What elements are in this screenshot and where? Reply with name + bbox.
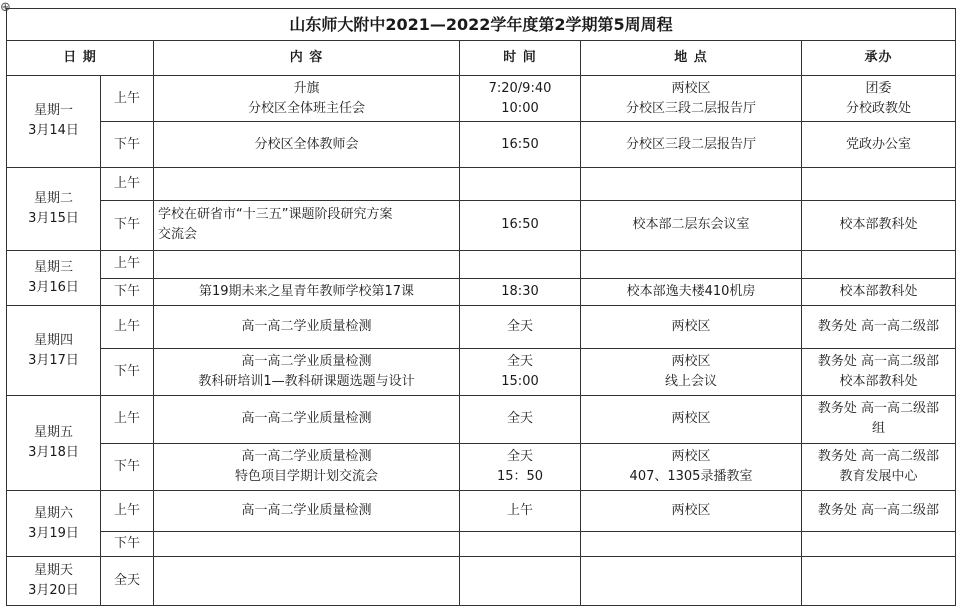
day-name: 星期四 — [33, 332, 73, 348]
organizer-cell — [802, 557, 956, 606]
organizer-cell: 校本部教科处 — [802, 200, 956, 251]
content-cell: 高一高二学业质量检测 教科研培训1—教科研课题选题与设计 — [154, 349, 460, 396]
page-title: 山东师大附中2021—2022学年度第2学期第5周周程 — [7, 9, 956, 41]
day-name: 星期五 — [33, 425, 73, 441]
content-cell: 高一高二学业质量检测 — [154, 396, 460, 444]
time-cell: 上午 — [460, 491, 581, 532]
day-date: 3月16日 — [28, 280, 79, 296]
day-date: 3月19日 — [28, 525, 79, 541]
day-cell — [7, 305, 101, 395]
table-row — [7, 305, 956, 349]
organizer-cell: 党政办公室 — [802, 122, 956, 168]
table-row — [7, 531, 956, 556]
day-date: 3月20日 — [28, 583, 79, 599]
day-cell — [7, 491, 101, 557]
period-label: 上午 — [101, 75, 154, 122]
organizer-cell: 教务处 高一高二级部 — [802, 491, 956, 532]
period-label: 下午 — [101, 531, 154, 556]
table-row — [7, 491, 956, 532]
table-row — [7, 278, 956, 305]
place-cell: 两校区 — [581, 491, 802, 532]
time-cell: 全天 — [460, 305, 581, 349]
organizer-cell — [802, 251, 956, 278]
day-cell — [7, 251, 101, 306]
header-organizer: 承办 — [802, 41, 956, 75]
day-cell — [7, 75, 101, 167]
crosshair-icon: ⊕ — [0, 0, 11, 15]
day-cell — [7, 168, 101, 251]
period-label: 下午 — [101, 278, 154, 305]
table-row — [7, 251, 956, 278]
table-header-row — [7, 41, 956, 75]
period-label: 上午 — [101, 396, 154, 444]
table-row — [7, 122, 956, 168]
place-cell: 校本部二层东会议室 — [581, 200, 802, 251]
place-cell — [581, 531, 802, 556]
header-date: 日 期 — [7, 41, 154, 75]
table-row — [7, 349, 956, 396]
period-label: 上午 — [101, 491, 154, 532]
content-cell — [154, 168, 460, 200]
place-cell: 校本部逸夫楼410机房 — [581, 278, 802, 305]
organizer-cell: 校本部教科处 — [802, 278, 956, 305]
time-cell: 16:50 — [460, 122, 581, 168]
weekly-schedule-table — [6, 8, 956, 606]
day-date: 3月14日 — [28, 123, 79, 139]
period-label: 上午 — [101, 251, 154, 278]
day-date: 3月17日 — [28, 352, 79, 368]
organizer-cell — [802, 168, 956, 200]
organizer-cell — [802, 531, 956, 556]
day-name: 星期六 — [33, 505, 73, 521]
time-cell — [460, 531, 581, 556]
place-cell — [581, 557, 802, 606]
day-cell — [7, 396, 101, 491]
time-cell — [460, 251, 581, 278]
place-cell: 两校区 线上会议 — [581, 349, 802, 396]
place-cell: 两校区 分校区三段二层报告厅 — [581, 75, 802, 122]
place-cell: 两校区 407、1305录播教室 — [581, 443, 802, 491]
content-cell — [154, 557, 460, 606]
content-cell — [154, 251, 460, 278]
header-time: 时 间 — [460, 41, 581, 75]
table-row — [7, 168, 956, 200]
period-label: 上午 — [101, 305, 154, 349]
day-name: 星期二 — [33, 191, 73, 207]
place-cell — [581, 251, 802, 278]
day-date: 3月15日 — [28, 211, 79, 227]
header-content: 内 容 — [154, 41, 460, 75]
organizer-cell: 教务处 高一高二级部 教育发展中心 — [802, 443, 956, 491]
place-cell: 两校区 — [581, 305, 802, 349]
organizer-cell: 教务处 高一高二级部 校本部教科处 — [802, 349, 956, 396]
period-label: 下午 — [101, 349, 154, 396]
day-name: 星期一 — [33, 103, 73, 119]
time-cell: 全天 — [460, 396, 581, 444]
day-name: 星期三 — [33, 260, 73, 276]
time-cell: 全天 15：50 — [460, 443, 581, 491]
period-label: 上午 — [101, 168, 154, 200]
place-cell: 两校区 — [581, 396, 802, 444]
time-cell: 18:30 — [460, 278, 581, 305]
content-cell: 高一高二学业质量检测 特色项目学期计划交流会 — [154, 443, 460, 491]
organizer-cell: 团委 分校政教处 — [802, 75, 956, 122]
day-date: 3月18日 — [28, 445, 79, 461]
content-cell: 高一高二学业质量检测 — [154, 305, 460, 349]
header-place: 地 点 — [581, 41, 802, 75]
content-cell — [154, 531, 460, 556]
table-row — [7, 396, 956, 444]
period-label: 全天 — [101, 557, 154, 606]
day-cell — [7, 557, 101, 606]
organizer-cell: 教务处 高一高二级部 — [802, 305, 956, 349]
place-cell: 分校区三段二层报告厅 — [581, 122, 802, 168]
table-row — [7, 557, 956, 606]
day-name: 星期天 — [33, 563, 73, 579]
organizer-cell: 教务处 高一高二级部 组 — [802, 396, 956, 444]
time-cell: 16:50 — [460, 200, 581, 251]
period-label: 下午 — [101, 443, 154, 491]
time-cell: 7:20/9:40 10:00 — [460, 75, 581, 122]
period-label: 下午 — [101, 122, 154, 168]
content-cell: 第19期未来之星青年教师学校第17课 — [154, 278, 460, 305]
time-cell — [460, 557, 581, 606]
time-cell — [460, 168, 581, 200]
content-cell: 学校在研省市“十三五”课题阶段研究方案 交流会 — [154, 200, 460, 251]
content-cell: 分校区全体教师会 — [154, 122, 460, 168]
content-cell: 高一高二学业质量检测 — [154, 491, 460, 532]
content-cell: 升旗 分校区全体班主任会 — [154, 75, 460, 122]
table-row — [7, 75, 956, 122]
place-cell — [581, 168, 802, 200]
time-cell: 全天 15:00 — [460, 349, 581, 396]
table-row — [7, 443, 956, 491]
table-row — [7, 200, 956, 251]
period-label: 下午 — [101, 200, 154, 251]
